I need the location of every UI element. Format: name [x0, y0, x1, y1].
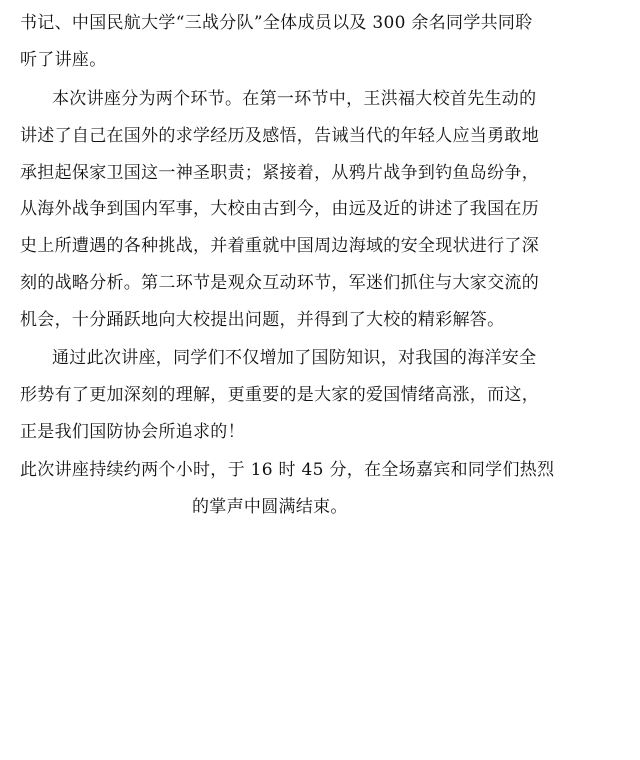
paragraph-3-line-1: 通过此次讲座，同学们不仅增加了国防知识，对我国的海洋安全: [52, 348, 537, 368]
paragraph-4-line-2: 的掌声中圆满结束。: [192, 497, 348, 517]
paragraph-2-line-4: 从海外战争到国内军事，大校由古到今，由远及近的讲述了我国在历: [20, 199, 539, 219]
paragraph-2-line-2: 讲述了自己在国外的求学经历及感悟，告诫当代的年轻人应当勇敢地: [20, 126, 539, 146]
paragraph-2-line-5: 史上所遭遇的各种挑战，并着重就中国周边海域的安全现状进行了深: [20, 236, 539, 256]
paragraph-2-line-3: 承担起保家卫国这一神圣职责；紧接着，从鸦片战争到钓鱼岛纷争，: [20, 163, 539, 183]
paragraph-3-line-3: 正是我们国防协会所追求的！: [20, 422, 245, 442]
paragraph-1-line-1: 书记、中国民航大学“三战分队”全体成员以及 300 余名同学共同聆: [20, 13, 533, 33]
paragraph-2-line-6: 刻的战略分析。第二环节是观众互动环节，军迷们抓住与大家交流的: [20, 273, 539, 293]
paragraph-1-line-2: 听了讲座。: [20, 50, 107, 70]
paragraph-2-line-1: 本次讲座分为两个环节。在第一环节中，王洪福大校首先生动的: [52, 89, 537, 109]
paragraph-4-line-1: 此次讲座持续约两个小时，于 16 时 45 分，在全场嘉宾和同学们热烈: [20, 460, 555, 480]
paragraph-3-line-2: 形势有了更加深刻的理解，更重要的是大家的爱国情绪高涨，而这，: [20, 385, 539, 405]
paragraph-2-line-7: 机会，十分踊跃地向大校提出问题，并得到了大校的精彩解答。: [20, 310, 505, 330]
